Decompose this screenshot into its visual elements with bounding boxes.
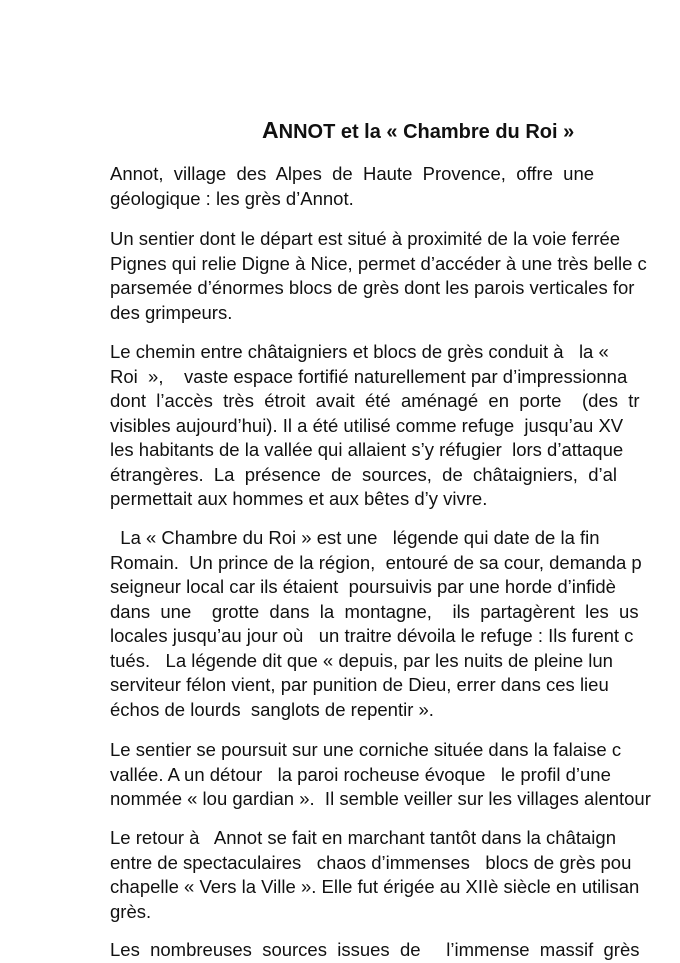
text-line: géologique : les grès d’Annot.	[110, 187, 354, 209]
text-line: Le sentier se poursuit sur une corniche située dans la falaise c	[110, 739, 622, 760]
text-line: Le retour à Annot se fait en marchant tantôt dans la châtaign	[110, 827, 616, 848]
text-line: dont l’accès très étroit avait été aménagé en porte (des tr	[110, 390, 640, 411]
paragraph-corniche	[110, 738, 680, 812]
paragraph-retour	[110, 826, 680, 924]
page-title	[262, 116, 574, 146]
paragraph-sources	[110, 938, 680, 963]
text-line: tués. La légende dit que « depuis, par les nuits de pleine lun	[110, 649, 613, 671]
text-line: seigneur local car ils étaient poursuivis par une horde d’infidè	[110, 576, 616, 597]
text-line: visibles aujourd’hui). Il a été utilisé comme refuge jusqu’au XV	[110, 414, 624, 436]
text-line: parsemée d’énormes blocs de grès dont les parois verticales for	[110, 277, 635, 298]
text-line: permettait aux hommes et aux bêtes d’y vivre.	[110, 488, 488, 509]
text-line: Annot, village des Alpes de Haute Provence, offre une	[110, 163, 595, 184]
text-line: Roi », vaste espace fortifié naturellement par d’impressionna	[110, 365, 628, 387]
paragraph-legende	[110, 526, 680, 722]
text-line: Le chemin entre châtaigniers et blocs de grès conduit à la «	[110, 341, 609, 362]
text-line: grès.	[110, 900, 152, 922]
text-line: des grimpeurs.	[110, 301, 233, 323]
text-line: locales jusqu’au jour où un traitre dévoila le refuge : Ils furent c	[110, 625, 634, 646]
text-line: étrangères. La présence de sources, de châtaigniers, d’al	[110, 463, 617, 485]
text-line: serviteur félon vient, par punition de Dieu, errer dans ces lieu	[110, 674, 609, 695]
paragraph-chemin	[110, 340, 680, 512]
text-line: Romain. Un prince de la région, entouré de sa cour, demanda p	[110, 551, 642, 573]
paragraph-sentier	[110, 227, 680, 325]
text-line: Un sentier dont le départ est situé à proximité de la voie ferrée	[110, 228, 621, 249]
text-line: entre de spectaculaires chaos d’immenses blocs de grès pou	[110, 851, 632, 873]
text-line: nommée « lou gardian ». Il semble veiller sur les villages alentour	[110, 788, 651, 809]
text-line: La « Chambre du Roi » est une légende qui date de la fin	[110, 527, 600, 548]
paragraph-intro	[110, 162, 680, 211]
text-line: chapelle « Vers la Ville ». Elle fut érigée au XIIè siècle en utilisan	[110, 876, 640, 897]
title-initial: A	[262, 117, 279, 143]
text-line: échos de lourds sanglots de repentir ».	[110, 698, 434, 720]
text-line: Pignes qui relie Digne à Nice, permet d’accéder à une très belle c	[110, 252, 647, 274]
title-text: NNOT et la « Chambre du Roi »	[278, 121, 575, 143]
text-line: dans une grotte dans la montagne, ils partagèrent les us	[110, 600, 639, 622]
text-line: Les nombreuses sources issues de l’immense massif grès	[110, 939, 640, 960]
text-line: les habitants de la vallée qui allaient s’y réfugier lors d’attaque	[110, 439, 624, 460]
text-line: vallée. A un détour la paroi rocheuse évoque le profil d’une	[110, 763, 611, 785]
